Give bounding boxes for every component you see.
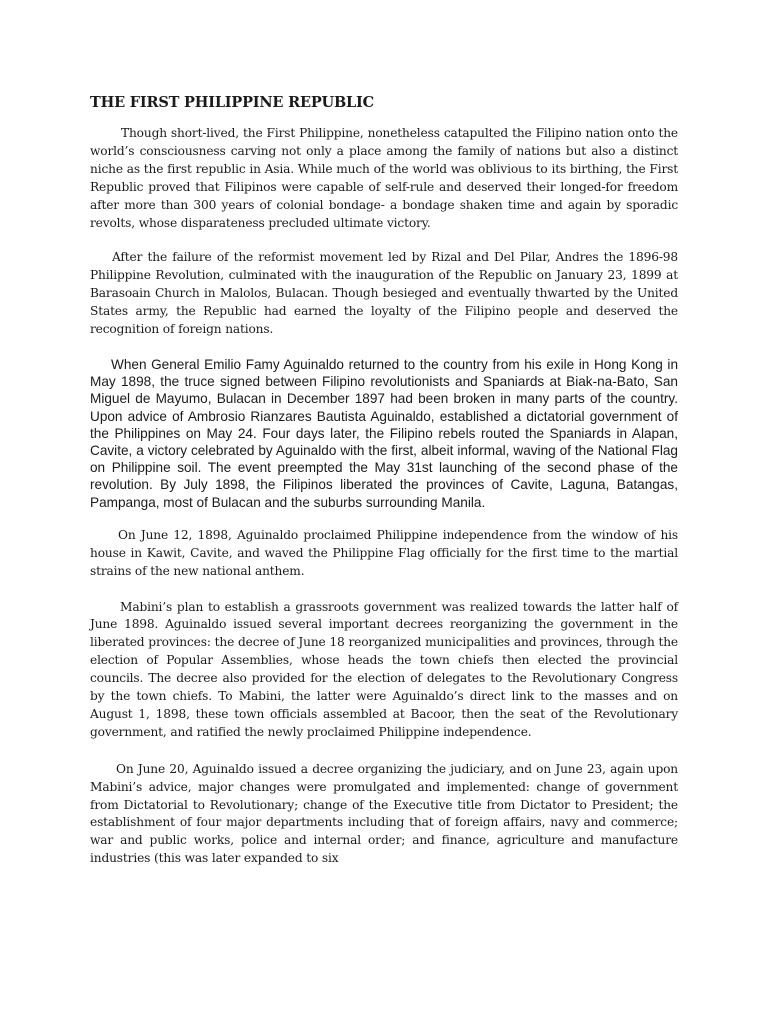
document-page	[90, 94, 678, 885]
document-title: THE FIRST PHILIPPINE REPUBLIC	[90, 94, 374, 111]
paragraph-6: On June 20, Aguinaldo issued a decree organizing the judiciary, and on June 23, again upon Mabini’s advice, major changes were promulgated and implemented: change of government from Dictatorial to Revolutionary; change of the Executive title from Dictator to President; the establishment of four major departments including that of foreign affairs, navy and commerce; war and public works, police and internal order; and finance, agriculture and manufacture industries (this was later expanded to six	[90, 761, 678, 866]
paragraph-2: After the failure of the reformist movement led by Rizal and Del Pilar, Andres the 1896-98 Philippine Revolution, culminated with the inauguration of the Republic on January 23, 1899 at Barasoain Church in Malolos, Bulacan. Though besieged and eventually thwarted by the United States army, the Republic had earned the loyalty of the Filipino people and deserved the recognition of foreign nations.	[90, 250, 678, 337]
paragraph-1: Though short-lived, the First Philippine, nonetheless catapulted the Filipino nation onto the world’s consciousness carving not only a place among the family of nations but also a distinct niche as the first republic in Asia. While much of the world was oblivious to its birthing, the First Republic proved that Filipinos were capable of self-rule and deserved their longed-for freedom after more than 300 years of colonial bondage- a bondage shaken time and again by sporadic revolts, whose disparateness precluded ultimate victory.	[90, 126, 678, 230]
paragraph-3: When General Emilio Famy Aguinaldo returned to the country from his exile in Hong Kong in May 1898, the truce signed between Filipino revolutionists and Spaniards at Biak-na-Bato, San Miguel de Mayumo, Bulacan in December 1897 had been broken in many parts of the country. Upon advice of Ambrosio Rianzares Bautista Aguinaldo, established a dictatorial government of the Philippines on May 24. Four days later, the Filipino rebels routed the Spaniards in Alapan, Cavite, a victory celebrated by Aguinaldo with the first, albeit informal, waving of the National Flag on Philippine soil. The event preempted the May 31st launching of the second phase of the revolution. By July 1898, the Filipinos liberated the provinces of Cavite, Laguna, Batangas, Pampanga, most of Bulacan and the suburbs surrounding Manila.	[90, 356, 678, 510]
paragraph-5: Mabini’s plan to establish a grassroots government was realized towards the latter half of June 1898. Aguinaldo issued several important decrees reorganizing the government in the liberated provinces: the decree of June 18 reorganized municipalities and provinces, through the election of Popular Assemblies, whose heads the town chiefs then elected the provincial councils. The decree also provided for the election of delegates to the Revolutionary Congress by the town chiefs. To Mabini, the latter were Aguinaldo’s direct link to the masses and on August 1, 1898, these town officials assembled at Bacoor, then the seat of the Revolutionary government, and ratified the newly proclaimed Philippine independence.	[90, 599, 678, 739]
paragraph-4: On June 12, 1898, Aguinaldo proclaimed Philippine independence from the window of his house in Kawit, Cavite, and waved the Philippine Flag officially for the first time to the martial strains of the new national anthem.	[90, 527, 678, 578]
